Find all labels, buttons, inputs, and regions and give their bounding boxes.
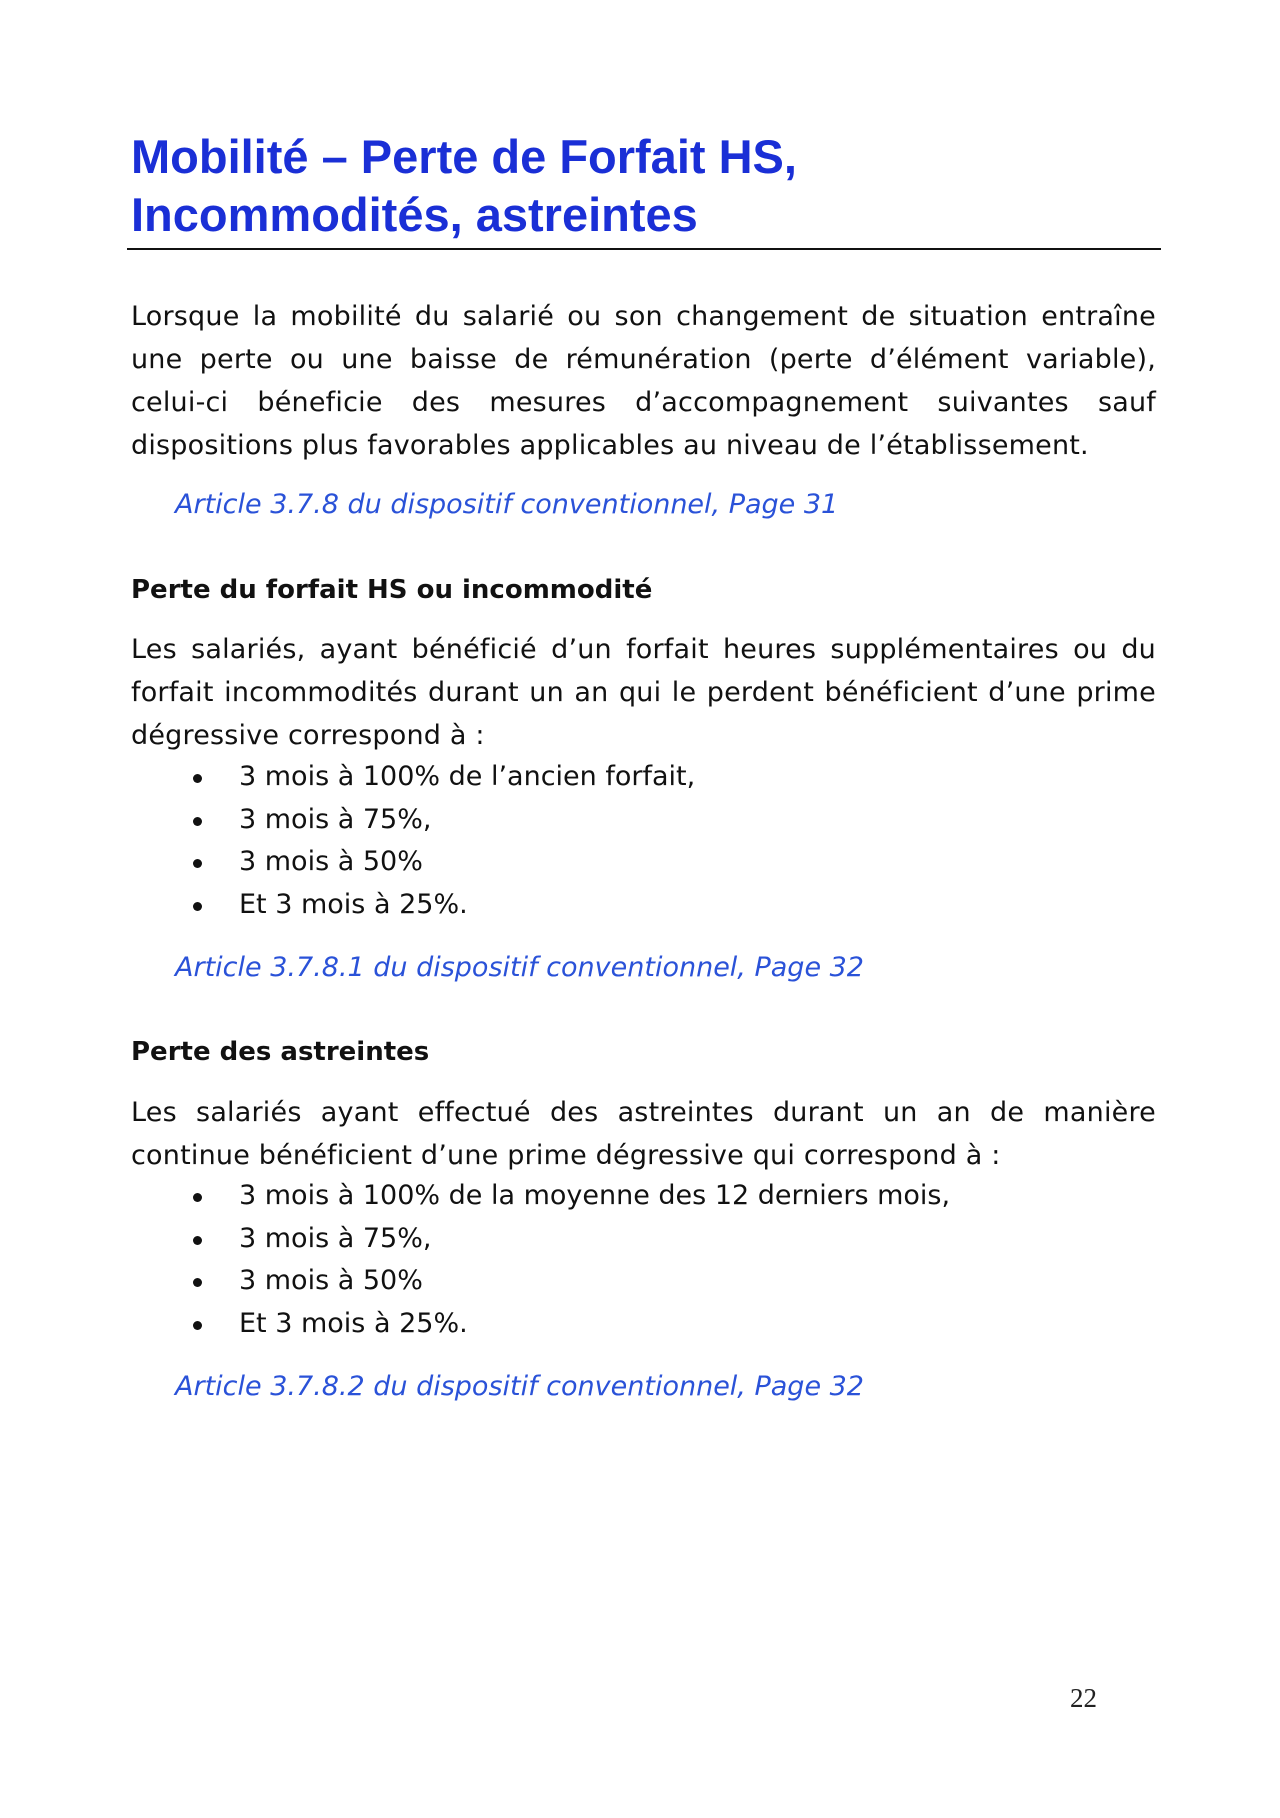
forfait-hs-paragraph: Les salariés, ayant bénéficié d’un forfait heures supplémentaires ou du forfait incommodités durant un an qui le perdent bénéficient d’une prime dégressive correspond à : [131,634,1156,751]
list-item-text: Et 3 mois à 25%. [239,888,468,920]
list-item-text: 3 mois à 75%, [239,1222,432,1254]
section-heading-astreintes: Perte des astreintes [131,1037,430,1067]
list-item [185,1260,950,1303]
bullet-icon [193,817,202,826]
bullet-icon [193,774,202,783]
list-item [185,756,695,799]
list-item-text: 3 mois à 75%, [239,803,432,835]
bullet-icon [193,1321,202,1330]
list-item-text: Et 3 mois à 25%. [239,1307,468,1339]
title-underline [127,248,1161,250]
list-item-text: 3 mois à 100% de la moyenne des 12 derniers mois, [239,1180,951,1211]
list-item-text: 3 mois à 50% [239,846,423,877]
list-item [185,799,695,842]
forfait-hs-reference: Article 3.7.8.1 du dispositif conventionnel, Page 32 [175,952,864,983]
bullet-icon [193,1236,202,1245]
page-title [131,128,1171,244]
section-heading-forfait-hs: Perte du forfait HS ou incommodité [131,575,653,605]
astreintes-paragraph: Les salariés ayant effectué des astreintes durant un an de manière continue bénéficient d’une prime dégressive qui correspond à : [131,1097,1156,1171]
bullet-icon [193,859,202,868]
bullet-icon [193,1278,202,1287]
intro-paragraph: Lorsque la mobilité du salarié ou son changement de situation entraîne une perte ou une baisse de rémunération (perte d’élément variable), celui-ci béneficie des mesures d’accompagnement suivantes sauf dispositions plus favorables applicables au niveau de l’établissement. [131,301,1156,461]
list-item [185,1303,950,1346]
list-item-text: 3 mois à 100% de l’ancien forfait, [239,761,696,792]
list-item [185,1175,950,1218]
page-number: 22 [1070,1683,1097,1713]
list-item-text: 3 mois à 50% [239,1265,423,1296]
page-title-line-1: Mobilité – Perte de Forfait HS, [131,130,797,183]
list-item [185,1218,950,1261]
bullet-icon [193,1193,202,1202]
list-item [185,884,695,927]
page-title-line-2: Incommodités, astreintes [131,188,698,241]
bullet-icon [193,902,202,911]
intro-reference: Article 3.7.8 du dispositif conventionnel, Page 31 [175,489,839,520]
list-item [185,841,695,884]
astreintes-list [185,1175,950,1345]
forfait-hs-list [185,756,695,926]
astreintes-reference: Article 3.7.8.2 du dispositif conventionnel, Page 32 [175,1371,864,1402]
